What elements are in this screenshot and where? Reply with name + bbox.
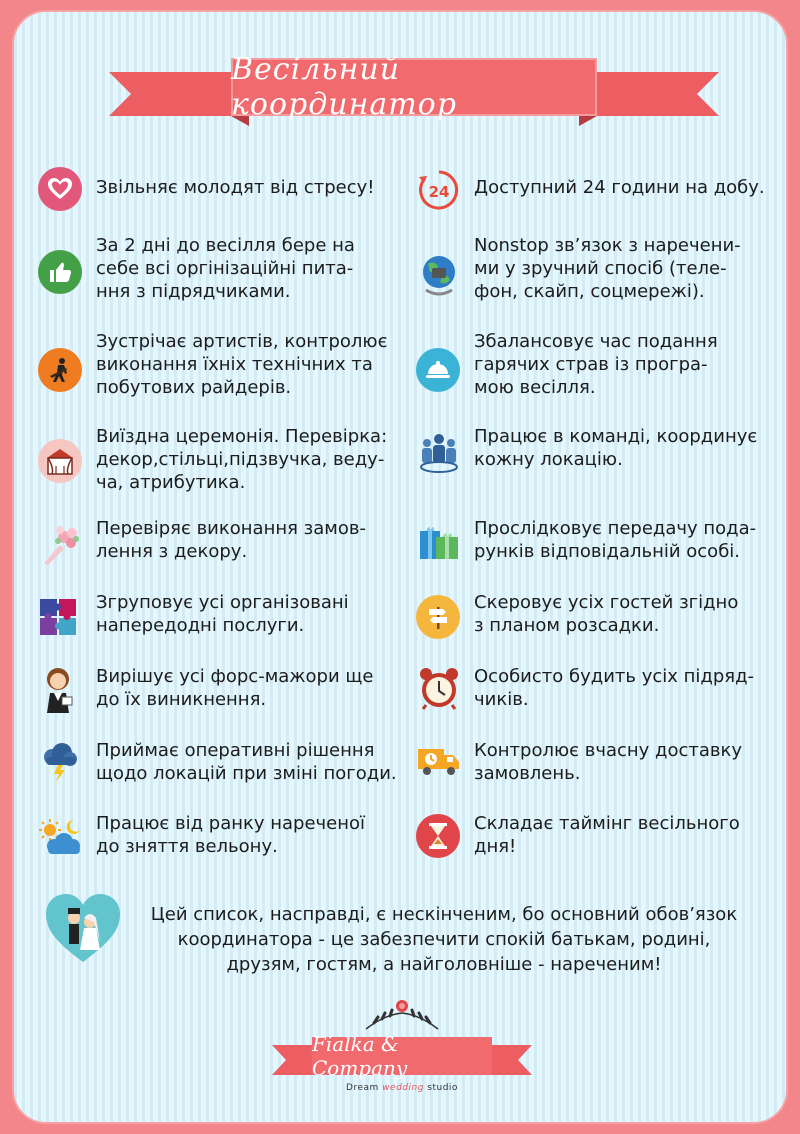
item-text: Скеровує усіх гостей згідно з планом розсадки. [474, 592, 739, 636]
thumbs-up-icon [38, 250, 84, 296]
storm-cloud-icon [38, 741, 84, 787]
list-item [38, 591, 349, 643]
company-logo [272, 997, 532, 1107]
list-item [416, 330, 718, 399]
title-ribbon [109, 54, 719, 134]
bouquet-icon [38, 521, 84, 567]
list-item [416, 234, 741, 303]
list-item [38, 234, 355, 303]
logo-sub-accent: wedding [382, 1083, 424, 1093]
24-hours-icon [416, 167, 462, 213]
guitarist-icon [38, 348, 84, 394]
list-item [416, 739, 742, 787]
item-text: Контролює вчасну доставку замовлень. [474, 740, 743, 784]
signpost-icon [416, 595, 462, 641]
list-item [38, 330, 387, 399]
list-item [38, 812, 365, 862]
list-item [416, 591, 738, 641]
hourglass-icon [416, 814, 462, 860]
24-label: 24 [428, 183, 450, 201]
globe-phone-icon [416, 252, 462, 298]
couple-heart-icon [44, 892, 122, 964]
item-text: Доступний 24 години на добу. [474, 177, 765, 198]
list-item [416, 665, 754, 711]
item-text: Прослідковує передачу пода- рунків відповідальній особі. [474, 518, 757, 562]
item-text: Nonstop зв’язок з наречени- ми у зручний спосіб (теле- фон, скайп, соцмережі). [474, 235, 741, 302]
item-text: Зустрічає артистів, контролює виконання їхніх технічних та побутових райдерів. [96, 331, 388, 398]
item-text: За 2 дні до весілля бере на себе всі оргінізаційні пита- ння з підрядчиками. [96, 235, 355, 302]
item-text: Приймає оперативні рішення щодо локацій при зміні погоди. [96, 740, 397, 784]
item-text: Перевіряє виконання замов- лення з декору. [96, 518, 366, 562]
gifts-icon [416, 521, 462, 567]
item-text: Вирішує усі форс-мажори ще до їх виникнення. [96, 666, 374, 710]
closing-note: Цей список, насправді, є нескінченим, бо основний обов’язок координатора - це забезпечити спокій батькам, родині, друзям, гостям, а найголовніше - нареченим! [150, 904, 738, 975]
logo-ribbon [272, 1032, 532, 1081]
list-item [38, 665, 373, 713]
serving-dish-icon [416, 348, 462, 394]
item-text: Працює в команді, координує кожну локацію. [474, 426, 758, 470]
list-item [416, 425, 757, 475]
delivery-truck-icon [416, 741, 462, 787]
list-item [38, 739, 397, 787]
wedding-arch-icon [38, 439, 84, 485]
logo-name: Fialka & Company [312, 1032, 408, 1080]
list-item [38, 167, 374, 213]
item-text: Особисто будить усіх підряд- чиків. [474, 666, 755, 710]
list-item [38, 425, 387, 494]
item-text: Звільняє молодят від стресу! [96, 177, 375, 198]
list-item [416, 517, 756, 567]
item-text: Працює від ранку нареченої до зняття вельону. [96, 813, 366, 857]
item-text: Згруповує усі організовані напередодні послуги. [96, 592, 349, 636]
list-item [38, 517, 366, 567]
day-night-icon [38, 816, 84, 862]
team-icon [416, 429, 462, 475]
list-item [416, 167, 765, 213]
flower-branch-icon [362, 997, 442, 1031]
logo-sub-suffix: studio [423, 1083, 458, 1093]
logo-subtitle [272, 1083, 532, 1093]
logo-sub-prefix: Dream [346, 1083, 383, 1093]
item-text: Збалансовує час подання гарячих страв із програ- мою весілля. [474, 331, 718, 398]
puzzle-icon [38, 597, 84, 643]
item-text: Виїздна церемонія. Перевірка: декор,стільці,підзвучка, веду- ча, атрибутика. [96, 426, 388, 493]
infographic-card [12, 10, 788, 1124]
list-item [416, 812, 740, 860]
woman-icon [38, 667, 84, 713]
item-text: Складає таймінг весільного дня! [474, 813, 740, 857]
heart-icon [38, 167, 84, 213]
page-title: Весільний координатор [231, 52, 457, 122]
alarm-clock-icon [416, 665, 462, 711]
